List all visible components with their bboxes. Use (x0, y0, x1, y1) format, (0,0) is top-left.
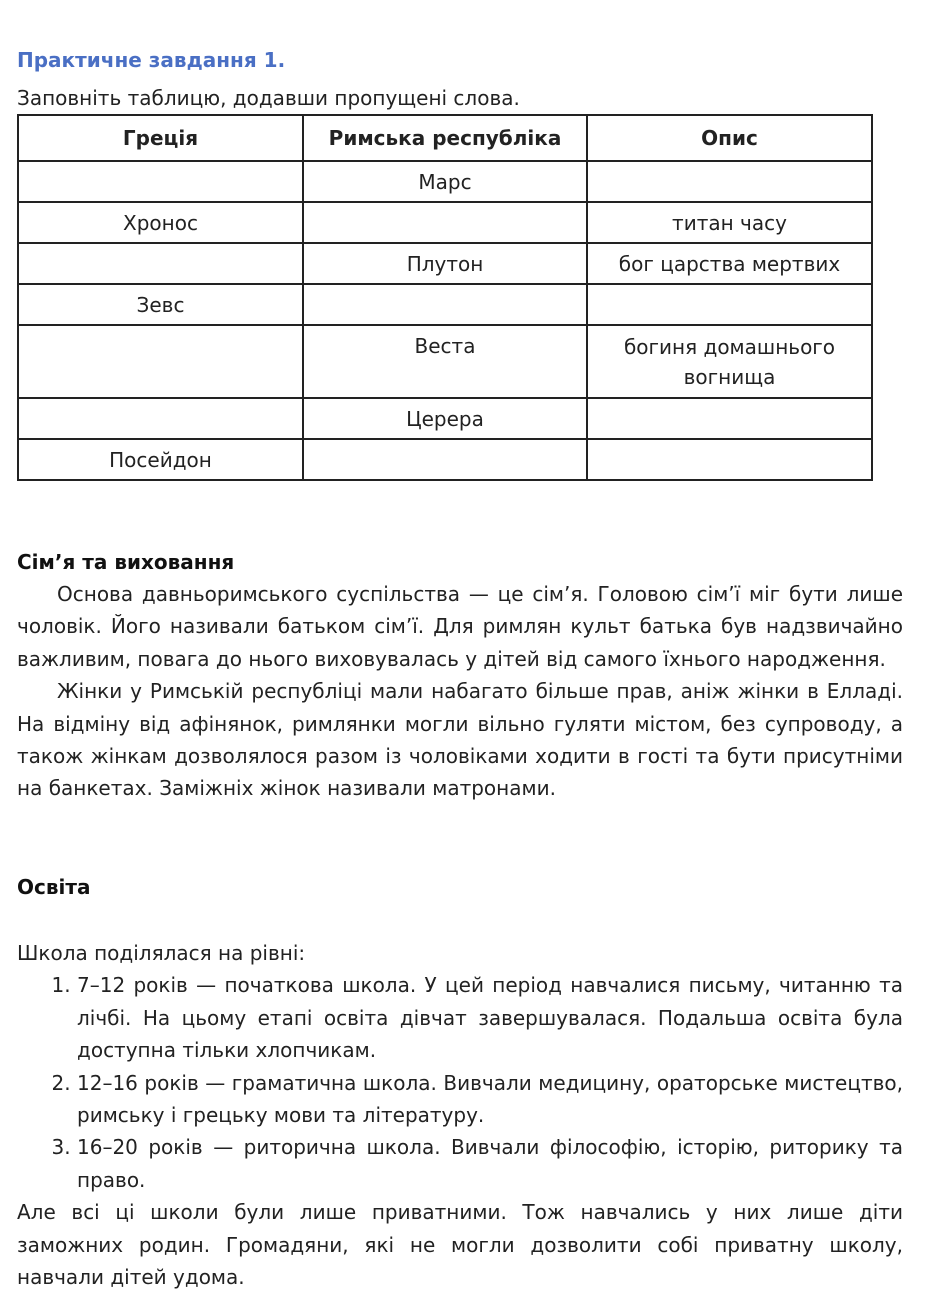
cell-greek: Посейдон (18, 439, 303, 480)
cell-roman (303, 202, 587, 243)
cell-greek (18, 398, 303, 439)
cell-roman: Церера (303, 398, 587, 439)
school-levels-list (17, 969, 903, 1196)
cell-roman (303, 439, 587, 480)
table-row (18, 398, 872, 439)
cell-greek: Зевс (18, 284, 303, 325)
cell-roman: Веста (303, 325, 587, 398)
cell-roman: Марс (303, 161, 587, 202)
cell-greek (18, 161, 303, 202)
education-intro: Школа поділялася на рівні: (17, 941, 306, 965)
list-item: 2. 12–16 років — граматична школа. Вивчали медицину, ораторське мистецтво, римську і грецьку мови та літературу. (77, 1067, 903, 1132)
cell-description: богиня домашнього вогнища (587, 325, 872, 398)
header-roman-republic: Римська республіка (303, 115, 587, 161)
table-row (18, 439, 872, 480)
family-section (17, 546, 903, 805)
cell-greek (18, 325, 303, 398)
education-section (17, 871, 903, 1293)
cell-description (587, 161, 872, 202)
header-description: Опис (587, 115, 872, 161)
table-header-row (18, 115, 872, 161)
table-row (18, 284, 872, 325)
cell-greek: Хронос (18, 202, 303, 243)
cell-description (587, 439, 872, 480)
cell-description: титан часу (587, 202, 872, 243)
list-item: 3. 16–20 років — риторична школа. Вивчали філософію, історію, риторику та право. (77, 1131, 903, 1196)
cell-description: бог царства мертвих (587, 243, 872, 284)
family-heading: Сім’я та виховання (17, 550, 235, 574)
cell-description (587, 284, 872, 325)
task-instruction: Заповніть таблицю, додавши пропущені слова. (17, 86, 520, 110)
list-item: 1. 7–12 років — початкова школа. У цей період навчалися письму, читанню та лічбі. На цьому етапі освіта дівчат завершувалася. Подальша освіта була доступна тільки хлопчикам. (77, 969, 903, 1066)
cell-roman (303, 284, 587, 325)
gods-table (17, 114, 873, 481)
family-paragraph: Основа давньоримського суспільства — це сім’я. Головою сім’ї міг бути лише чоловік. Його називали батьком сім’ї. Для римлян культ батька був надзвичайно важливим, повага до нього виховувалась у дітей від самого їхнього народження. (17, 582, 903, 671)
cell-greek (18, 243, 303, 284)
table-row (18, 161, 872, 202)
table-row (18, 325, 872, 398)
header-greece: Греція (18, 115, 303, 161)
task-title: Практичне завдання 1. (17, 48, 286, 72)
education-conclusion: Але всі ці школи були лише приватними. Тож навчались у них лише діти заможних родин. Громадяни, які не могли дозволити собі приватну школу, навчали дітей удома. (17, 1200, 903, 1290)
education-heading: Освіта (17, 875, 91, 899)
cell-description (587, 398, 872, 439)
cell-roman: Плутон (303, 243, 587, 284)
table-row (18, 243, 872, 284)
family-paragraph: Жінки у Римській республіці мали набагато більше прав, аніж жінки в Елладі. На відміну від афінянок, римлянки могли вільно гуляти містом, без супроводу, а також жінкам дозволялося разом із чоловіками ходити в гості та бути присутніми на банкетах. Заміжніх жінок називали матронами. (17, 679, 903, 801)
table-row (18, 202, 872, 243)
